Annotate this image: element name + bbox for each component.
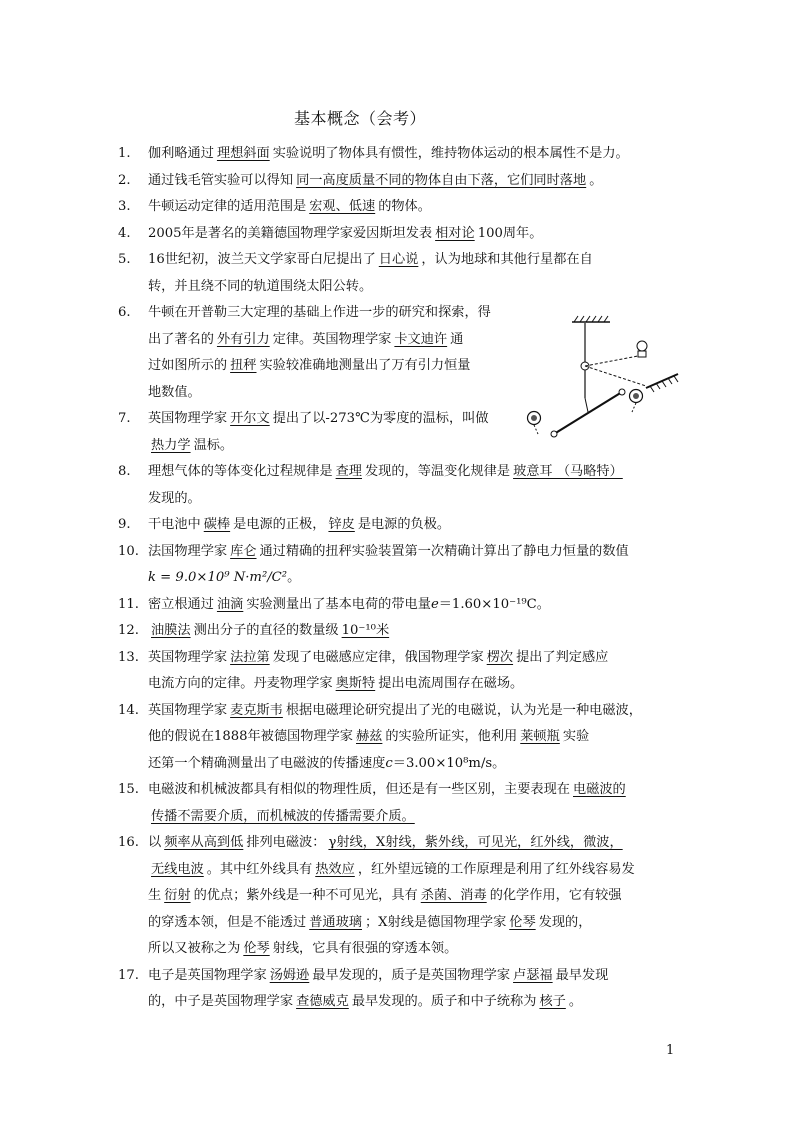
question-text: 电子是英国物理学家 xyxy=(148,967,267,983)
question-text: ；X射线是德国物理学家 xyxy=(365,914,507,930)
question-number: 17. xyxy=(118,967,139,983)
answer-blank: 伦琴 xyxy=(509,914,536,930)
question-text: 发现了电磁感应定律，俄国物理学家 xyxy=(272,649,484,665)
question-line xyxy=(148,406,489,433)
answer-blank: 普通玻璃 xyxy=(309,914,362,930)
question-line xyxy=(148,989,608,1016)
question-text: 理想气体的等体变化过程规律是 xyxy=(148,464,333,479)
question-item xyxy=(118,777,629,830)
question-line xyxy=(148,247,593,274)
question-text: 。 xyxy=(568,994,582,1009)
question-item xyxy=(118,168,602,195)
answer-blank: 查理 xyxy=(335,464,362,479)
question-text: 发现的。 xyxy=(148,490,201,506)
question-text: 最早发现的，质子是英国物理学家 xyxy=(312,967,511,983)
question-line xyxy=(148,327,491,354)
answer-blank: 扭秤 xyxy=(230,358,257,373)
question-text: 的穿透本领，但是不能透过 xyxy=(148,914,307,930)
question-line xyxy=(148,433,489,460)
question-number: 15. xyxy=(118,782,139,797)
question-line xyxy=(148,592,550,619)
question-text: 出了著名的 xyxy=(148,331,214,347)
question-item xyxy=(118,221,542,248)
question-line xyxy=(148,698,642,725)
question-item xyxy=(118,459,626,512)
question-text: 的实验所证实，他利用 xyxy=(385,729,518,744)
question-number: 4. xyxy=(118,225,131,241)
question-text: 伽利略通过 xyxy=(148,146,214,161)
question-text: 以 xyxy=(148,835,162,850)
answer-blank: 热力学 xyxy=(151,437,191,453)
answer-blank: 查德威克 xyxy=(296,994,349,1009)
question-line xyxy=(148,221,542,248)
question-number: 8. xyxy=(118,464,131,479)
question-line xyxy=(148,512,450,539)
question-text: 密立根通过 xyxy=(148,596,214,612)
answer-blank: 库仑 xyxy=(230,543,257,559)
question-line xyxy=(148,141,629,168)
answer-blank: 开尔文 xyxy=(230,411,270,426)
question-line xyxy=(148,936,635,963)
question-text: ，认为地球和其他行星都在自 xyxy=(421,252,593,267)
question-text: 的优点；紫外线是一种不可见光，具有 xyxy=(193,888,418,903)
question-number: 7. xyxy=(118,411,131,426)
question-text: 干电池中 xyxy=(148,517,201,532)
question-item xyxy=(118,618,392,645)
question-item xyxy=(118,645,608,698)
answer-blank: 核子 xyxy=(539,994,566,1009)
answer-blank: 电磁波的 xyxy=(573,782,626,797)
question-text: 提出了判定感应 xyxy=(516,649,609,665)
question-number: 3. xyxy=(118,199,131,214)
answer-blank: 汤姆逊 xyxy=(269,967,310,983)
question-line xyxy=(148,274,593,301)
answer-blank: γ射线，X射线，紫外线，可见光，红外线，微波， xyxy=(328,835,623,850)
question-item xyxy=(118,539,629,592)
formula: e xyxy=(430,596,439,612)
answer-blank: 外有引力 xyxy=(216,331,270,347)
question-line xyxy=(148,804,629,831)
question-text: 。 xyxy=(589,172,603,188)
question-text: 英国物理学家 xyxy=(148,702,228,718)
question-number: 12. xyxy=(118,623,139,638)
question-text: 根据电磁理论研究提出了光的电磁说，认为光是一种电磁波， xyxy=(285,702,642,718)
question-line xyxy=(148,618,392,645)
question-text: ＝3.00×10⁸m/s。 xyxy=(392,755,506,771)
question-line xyxy=(148,645,608,672)
answer-blank: 玻意耳 （马略特） xyxy=(513,464,623,479)
answer-blank: 莱顿瓶 xyxy=(520,729,560,744)
question-text: ，红外望远镜的工作原理是利用了红外线容易发 xyxy=(357,861,635,877)
question-text: 的物体。 xyxy=(378,199,431,214)
question-item xyxy=(118,830,635,963)
question-text: 地数值。 xyxy=(148,384,201,400)
page-number: 1 xyxy=(666,1043,675,1058)
question-line xyxy=(148,459,626,486)
question-text: 定律。英国物理学家 xyxy=(272,331,392,347)
question-item xyxy=(118,512,450,539)
answer-blank: 麦克斯韦 xyxy=(230,702,283,718)
question-text: 是电源的正极， xyxy=(233,517,326,532)
question-text: 最早发现 xyxy=(555,967,609,983)
answer-blank: 传播不需要介质，而机械波的传播需要介质。 xyxy=(151,808,415,824)
question-number: 9. xyxy=(118,517,131,532)
question-text: 电磁波和机械波都具有相似的物理性质，但还是有一些区别，主要表现在 xyxy=(148,782,570,797)
question-number: 11. xyxy=(118,596,139,612)
question-item xyxy=(118,963,608,1016)
question-text: 排列电磁波： xyxy=(246,835,326,850)
question-item xyxy=(118,194,431,221)
question-number: 2. xyxy=(118,172,131,188)
question-line xyxy=(148,830,635,857)
question-line xyxy=(148,724,642,751)
question-line xyxy=(148,565,629,592)
question-number: 10. xyxy=(118,543,139,559)
question-text: 16世纪初，波兰天文学家哥白尼提出了 xyxy=(148,252,376,267)
question-line xyxy=(148,194,431,221)
question-text: 通过钱毛管实验可以得知 xyxy=(148,172,294,188)
question-text: 的，中子是英国物理学家 xyxy=(148,994,294,1009)
question-text: 实验 xyxy=(562,729,590,744)
answer-blank: 卢瑟福 xyxy=(513,967,553,983)
page-title: 基本概念（会考） xyxy=(293,109,426,128)
question-text: 提出了以-273℃为零度的温标，叫做 xyxy=(272,411,489,426)
answer-blank: 相对论 xyxy=(435,225,475,241)
question-line xyxy=(148,883,635,910)
question-item xyxy=(118,141,629,168)
question-text: ＝1.60×10⁻¹⁹C。 xyxy=(438,596,550,612)
question-line xyxy=(148,300,491,327)
question-number: 1. xyxy=(118,146,131,161)
question-line xyxy=(148,857,635,884)
formula: c xyxy=(385,755,393,771)
question-text: 100周年。 xyxy=(477,225,543,241)
question-line xyxy=(148,486,626,513)
question-item xyxy=(118,406,489,459)
question-text: 通过精确的扭秤实验装置第一次精确计算出了静电力恒量的数值 xyxy=(259,543,629,559)
question-number: 5. xyxy=(118,252,131,267)
answer-blank: 同一高度质量不同的物体自由下落，它们同时落地 xyxy=(296,172,587,188)
question-item xyxy=(118,698,642,778)
question-line xyxy=(148,168,602,195)
question-line xyxy=(148,910,635,937)
question-text: 。其中红外线具有 xyxy=(206,861,313,877)
question-text: 法国物理学家 xyxy=(148,543,228,559)
answer-blank: 宏观、低速 xyxy=(309,199,376,214)
question-item xyxy=(118,300,491,406)
torsion-balance-figure xyxy=(518,308,693,448)
question-text: 最早发现的。质子和中子统称为 xyxy=(351,994,537,1009)
question-text: 发现的， xyxy=(538,914,592,930)
question-line xyxy=(148,751,642,778)
question-text: 电流方向的定律。丹麦物理学家 xyxy=(148,676,333,691)
answer-blank: 油膜法 xyxy=(151,623,191,638)
answer-blank: 伦琴 xyxy=(243,941,270,956)
question-line xyxy=(148,963,608,990)
answer-blank: 锌皮 xyxy=(328,517,355,532)
question-text: 实验较准确地测量出了万有引力恒量 xyxy=(259,358,471,373)
answer-blank: 衍射 xyxy=(164,888,191,903)
question-number: 14. xyxy=(118,702,139,718)
question-text: 的化学作用，它有较强 xyxy=(489,888,622,903)
answer-blank: 碳棒 xyxy=(203,517,231,532)
answer-blank: 无线电波 xyxy=(151,861,204,877)
question-number: 16. xyxy=(118,835,139,850)
question-line xyxy=(148,539,629,566)
question-text: 过如图所示的 xyxy=(148,358,228,373)
answer-blank: 楞次 xyxy=(486,649,514,665)
question-text: 生 xyxy=(148,888,162,903)
question-text: 温标。 xyxy=(193,437,234,453)
question-text: 2005年是著名的美籍德国物理学家爱因斯坦发表 xyxy=(148,225,433,241)
answer-blank: 赫兹 xyxy=(356,729,383,744)
question-item xyxy=(118,592,550,619)
question-text: 发现的，等温变化规律是 xyxy=(365,464,511,479)
answer-blank: 频率从高到低 xyxy=(164,835,244,850)
question-line xyxy=(148,353,491,380)
answer-blank: 日心说 xyxy=(378,252,419,267)
answer-blank: 奥斯特 xyxy=(335,676,376,691)
question-line xyxy=(148,380,491,407)
question-text: 通 xyxy=(450,331,464,347)
question-text: 。 xyxy=(287,570,301,585)
question-text: 射线，它具有很强的穿透本领。 xyxy=(272,941,458,956)
question-text: 英国物理学家 xyxy=(148,411,228,426)
answer-blank: 10⁻¹⁰米 xyxy=(341,623,390,638)
question-number: 6. xyxy=(118,305,131,320)
question-text: 牛顿在开普勒三大定理的基础上作进一步的研究和探索，得 xyxy=(148,305,491,320)
question-number: 13. xyxy=(118,649,139,665)
answer-blank: 杀菌、消毒 xyxy=(420,888,487,903)
answer-blank: 法拉第 xyxy=(230,649,270,665)
question-text: 提出电流周围存在磁场。 xyxy=(378,676,524,691)
answer-blank: 油滴 xyxy=(216,596,244,612)
question-text: 测出分子的直径的数量级 xyxy=(193,623,339,638)
question-text: 转，并且绕不同的轨道围绕太阳公转。 xyxy=(148,278,373,294)
question-text: 实验测量出了基本电荷的带电量 xyxy=(246,596,431,612)
question-text: 所以又被称之为 xyxy=(148,941,241,956)
question-text: 英国物理学家 xyxy=(148,649,228,665)
answer-blank: 卡文迪许 xyxy=(394,331,448,347)
question-text: 还第一个精确测量出了电磁波的传播速度 xyxy=(148,755,386,771)
question-line xyxy=(148,671,608,698)
question-item xyxy=(118,247,593,300)
question-text: 是电源的负极。 xyxy=(357,517,451,532)
question-text: 实验说明了物体具有惯性，维持物体运动的根本属性不是力。 xyxy=(272,146,629,161)
question-text: 牛顿运动定律的适用范围是 xyxy=(148,199,307,214)
answer-blank: 热效应 xyxy=(315,861,355,877)
question-line xyxy=(148,777,629,804)
formula: k = 9.0×10⁹ N·m²/C² xyxy=(148,570,288,585)
question-text: 他的假说在1888年被德国物理学家 xyxy=(148,729,353,744)
answer-blank: 理想斜面 xyxy=(216,146,270,161)
